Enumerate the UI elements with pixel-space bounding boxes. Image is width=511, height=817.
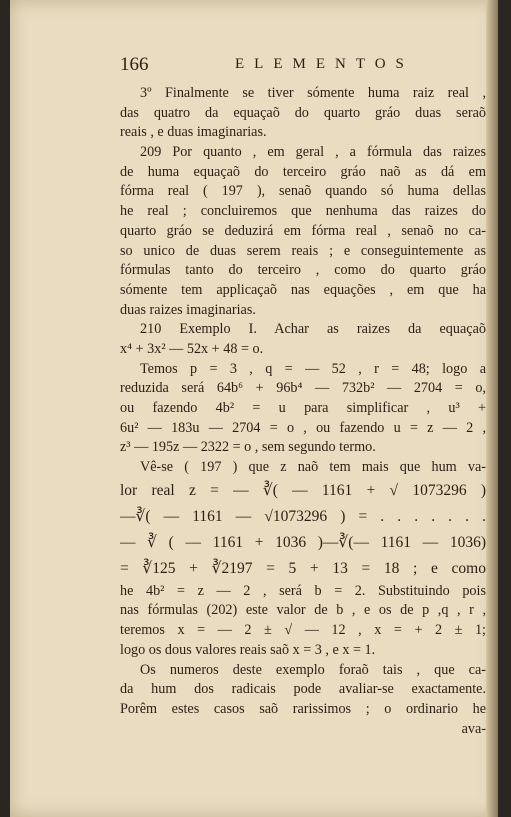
page-gutter: [486, 0, 498, 817]
text-line: das quatro da equaçaõ do quarto gráo duas seraõ: [120, 104, 486, 121]
text-line: reais , e duas imaginarias.: [120, 124, 267, 141]
text-line: logo os dous valores reais saõ x = 3 , e x = 1.: [120, 641, 376, 658]
page-number: 166: [120, 54, 149, 75]
text-line: nas fórmulas (202) este valor de b , e os de p ,q , r ,: [120, 602, 486, 619]
text-line: x⁴ + 3x² — 52x + 48 = o.: [120, 340, 264, 357]
text-line: he real ; concluiremos que nenhuma das raizes do: [120, 203, 486, 220]
text-line: = ∛125 + ∛2197 = 5 + 13 = 18 ; e como: [120, 559, 486, 577]
text-line: fórmulas tanto do terceiro , como do quarto gráo: [120, 262, 486, 279]
text-line: fórma real ( 197 ), senaõ quando só huma dellas: [120, 183, 486, 200]
body-text: [120, 84, 486, 739]
text-line: Os numeros deste exemplo foraõ tais , que ca-: [140, 661, 486, 678]
text-line: 3º Finalmente se tiver sómente huma raiz real ,: [140, 85, 486, 101]
text-line: de huma equaçaõ do terceiro gráo naõ as dá em: [120, 163, 486, 180]
text-line: so unico de duas serem reais ; e conseguintemente as: [120, 242, 486, 259]
running-title: ELEMENTOS: [235, 56, 414, 72]
text-line: — ∛ ( — 1161 + 1036 )—∛(— 1161 — 1036): [120, 533, 486, 551]
text-line: ou fazendo 4b² = u para simplificar , u³ +: [120, 400, 486, 416]
text-line: 210 Exemplo I. Achar as raizes da equaçaõ: [140, 321, 486, 338]
running-header: [120, 52, 414, 78]
text-line: —∛( — 1161 — √1073296 ) = . . . . . . .: [120, 507, 486, 525]
text-line: ava-: [461, 720, 486, 737]
text-line: Vê-se ( 197 ) que z naõ tem mais que hum va-: [140, 459, 486, 476]
text-line: Temos p = 3 , q = — 52 , r = 48; logo a: [140, 360, 486, 377]
book-page: [10, 0, 498, 817]
text-line: 6u² — 183u — 2704 = o , ou fazendo u = z — 2 ,: [120, 419, 486, 436]
text-line: duas raizes imaginarias.: [120, 301, 256, 318]
text-line: z³ — 195z — 2322 = o , sem segundo termo.: [120, 439, 376, 456]
text-line: he 4b² = z — 2 , será b = 2. Substituindo pois: [120, 582, 486, 599]
text-line: quarto gráo se deduzirá em fórma real , senaõ no ca-: [120, 222, 486, 239]
text-line: teremos x = — 2 ± √ — 12 , x = + 2 ± 1;: [120, 622, 486, 639]
text-line: Porêm estes casos saõ rarissimos ; o ordinario he: [120, 700, 486, 717]
text-line: lor real z = — ∛( — 1161 + √ 1073296 ): [120, 481, 486, 499]
text-line: sómente tem applicaçaõ nas equações , em que ha: [120, 281, 486, 298]
text-line: 209 Por quanto , em geral , a fórmula das raizes: [140, 144, 486, 161]
text-line: reduzida será 64b⁶ + 96b⁴ — 732b² — 2704 = o,: [120, 380, 486, 397]
text-line: da hum dos radicais pode avaliar-se exactamente.: [120, 681, 486, 698]
